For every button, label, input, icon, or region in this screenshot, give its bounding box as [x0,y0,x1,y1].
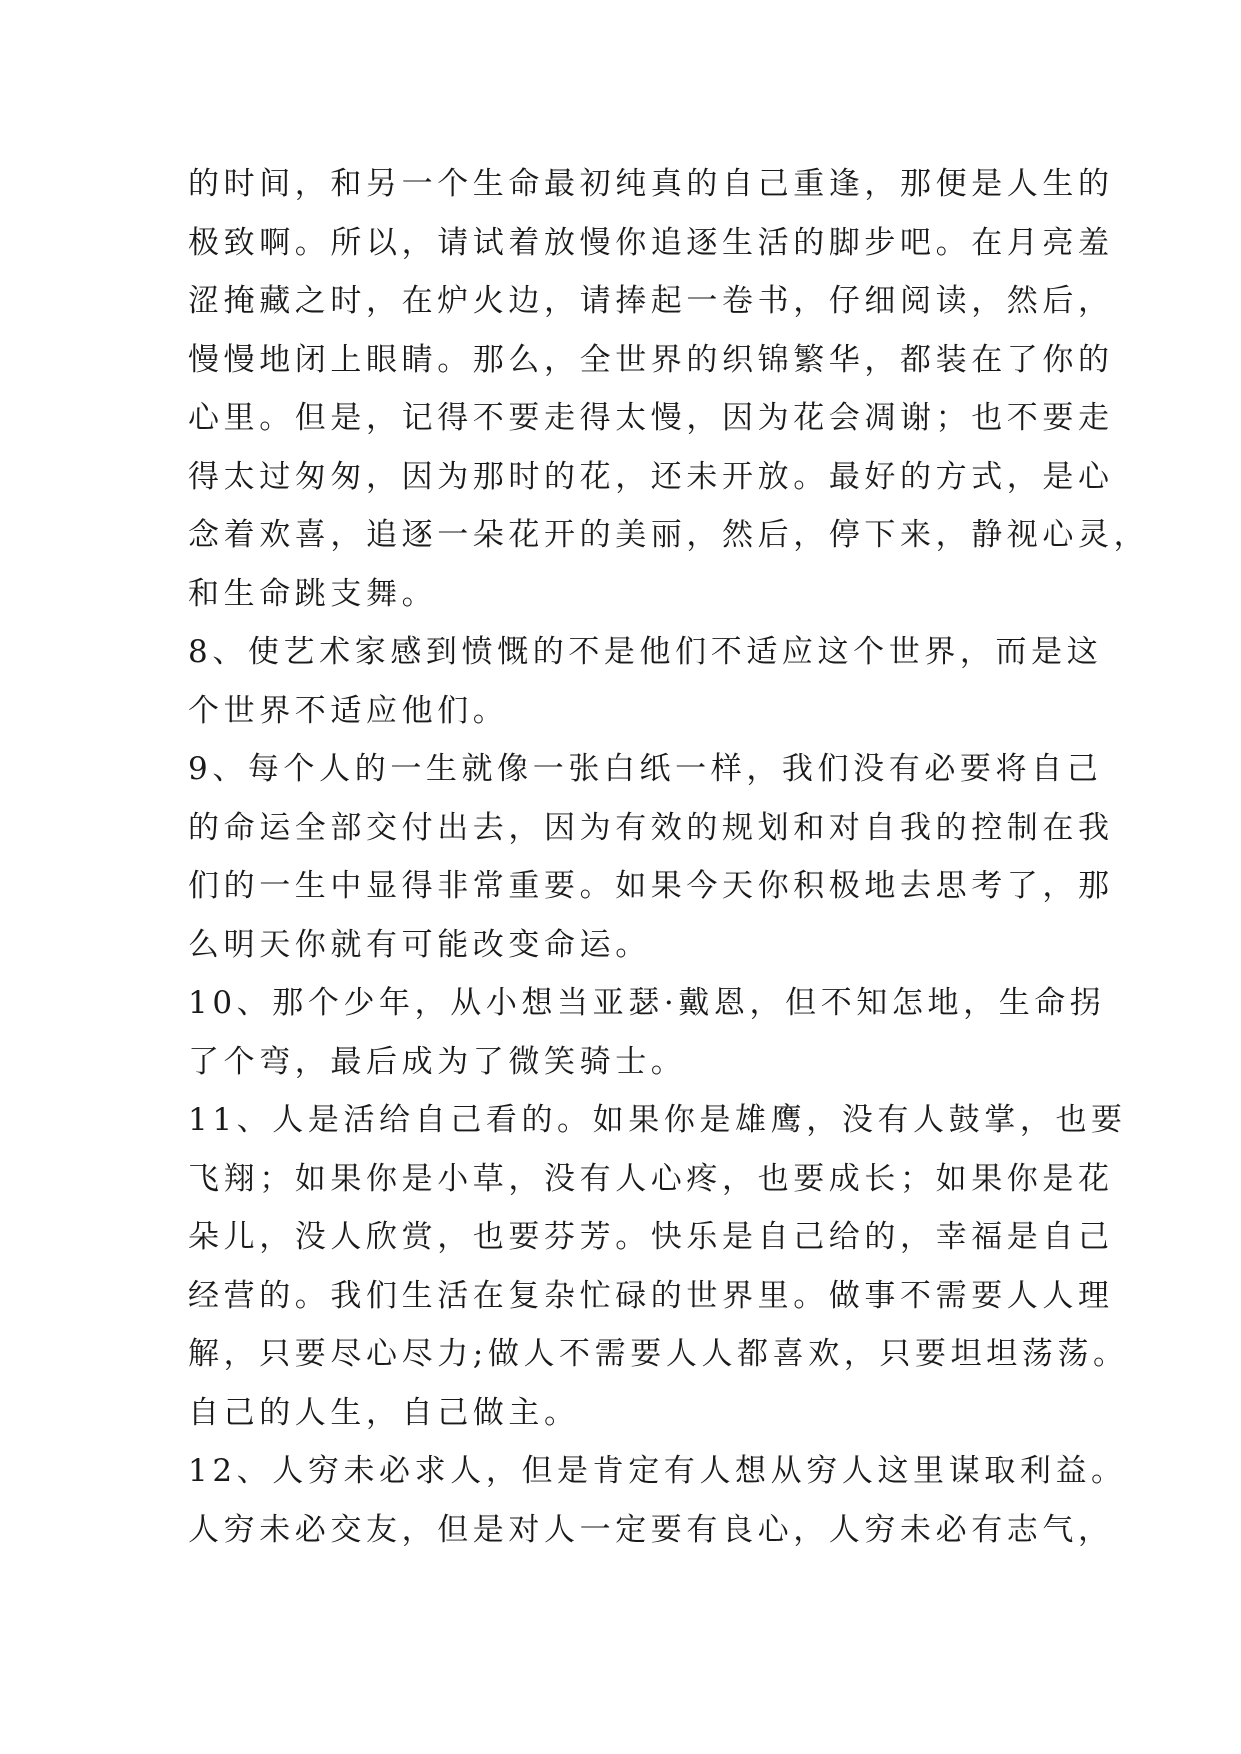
text-line: 的命运全部交付出去，因为有效的规划和对自我的控制在我 [188,809,1114,846]
text-line: 极致啊。所以，请试着放慢你追逐生活的脚步吧。在月亮羞 [188,224,1114,261]
text-line: 的时间，和另一个生命最初纯真的自己重逢，那便是人生的 [188,166,1114,202]
text-line: 朵儿，没人欣赏，也要芬芳。快乐是自己给的，幸福是自己 [188,1219,1114,1255]
text-line: 个世界不适应他们。 [188,692,509,729]
text-line: 慢慢地闭上眼睛。那么，全世界的织锦繁华，都装在了你的 [188,341,1114,378]
text-line: 心里。但是，记得不要走得太慢，因为花会凋谢；也不要走 [188,400,1114,436]
text-line: 经营的。我们生活在复杂忙碌的世界里。做事不需要人人理 [188,1277,1114,1314]
text-line: 和生命跳支舞。 [188,575,438,612]
text-line: 9、每个人的一生就像一张白纸一样，我们没有必要将自己 [188,751,1103,787]
text-line: 得太过匆匆，因为那时的花，还未开放。最好的方式，是心 [188,458,1114,495]
text-line: 8、使艺术家感到愤慨的不是他们不适应这个世界，而是这 [188,634,1103,670]
text-line: 涩掩藏之时，在炉火边，请捧起一卷书，仔细阅读，然后， [188,283,1114,319]
text-line: 人穷未必交友，但是对人一定要有良心，人穷未必有志气， [188,1511,1114,1548]
text-line: 念着欢喜，追逐一朵花开的美丽，然后，停下来，静视心灵， [188,517,1150,553]
text-line: 10、那个少年，从小想当亚瑟·戴恩，但不知怎地，生命拐 [188,985,1106,1021]
text-line: 飞翔；如果你是小草，没有人心疼，也要成长；如果你是花 [188,1160,1114,1197]
text-line: 12、人穷未必求人，但是肯定有人想从穷人这里谋取利益。 [188,1453,1127,1489]
text-line: 11、人是活给自己看的。如果你是雄鹰，没有人鼓掌，也要 [188,1102,1127,1138]
text-line: 自己的人生，自己做主。 [188,1394,580,1431]
text-line: 们的一生中显得非常重要。如果今天你积极地去思考了，那 [188,868,1114,904]
text-line: 么明天你就有可能改变命运。 [188,926,651,963]
text-line: 了个弯，最后成为了微笑骑士。 [188,1043,687,1080]
body-text [188,155,1150,1559]
text-line: 解，只要尽心尽力;做人不需要人人都喜欢，只要坦坦荡荡。 [188,1336,1129,1372]
